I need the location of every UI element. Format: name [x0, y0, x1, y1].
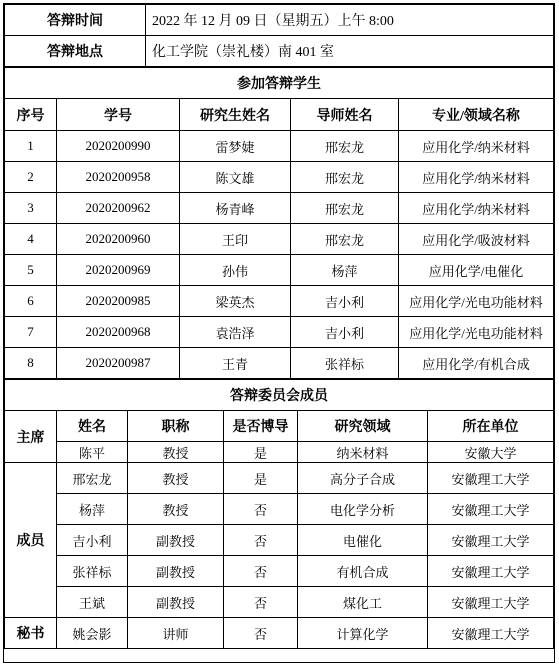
student-seq: 1 [5, 131, 57, 162]
member-title: 副教授 [128, 587, 224, 618]
column-header: 序号 [5, 99, 57, 131]
member-phd-advisor: 否 [224, 587, 298, 618]
secretary-phd-advisor: 否 [224, 618, 298, 649]
column-header: 导师姓名 [291, 99, 399, 131]
committee-table [4, 379, 554, 649]
advisor-name: 邢宏龙 [291, 224, 399, 255]
member-unit: 安徽理工大学 [428, 525, 554, 556]
defense-time-value: 2022 年 12 月 09 日（星期五）上午 8:00 [146, 5, 554, 36]
column-header: 姓名 [57, 411, 128, 442]
table-row [5, 224, 554, 255]
member-name: 杨萍 [57, 494, 128, 525]
member-field: 电催化 [298, 525, 428, 556]
member-phd-advisor: 否 [224, 525, 298, 556]
major-field: 应用化学/纳米材料 [399, 131, 554, 162]
secretary-title: 讲师 [128, 618, 224, 649]
member-title: 副教授 [128, 556, 224, 587]
advisor-name: 杨萍 [291, 255, 399, 286]
chair-field: 纳米材料 [298, 442, 428, 463]
secretary-name: 姚会影 [57, 618, 128, 649]
defense-place-row [5, 36, 554, 67]
student-seq: 8 [5, 348, 57, 379]
student-name: 梁英杰 [180, 286, 291, 317]
students-header-row [5, 99, 554, 131]
students-table [4, 67, 554, 379]
student-name: 王印 [180, 224, 291, 255]
chair-unit: 安徽大学 [428, 442, 554, 463]
member-name: 邢宏龙 [57, 463, 128, 494]
secretary-row [5, 618, 554, 649]
member-field: 有机合成 [298, 556, 428, 587]
column-header: 学号 [57, 99, 180, 131]
members-label: 成员 [5, 463, 57, 618]
student-seq: 3 [5, 193, 57, 224]
table-row [5, 286, 554, 317]
students-rows [5, 131, 554, 379]
student-id: 2020200985 [57, 286, 180, 317]
student-id: 2020200968 [57, 317, 180, 348]
committee-section-title-row [5, 380, 554, 411]
major-field: 应用化学/光电功能材料 [399, 317, 554, 348]
member-unit: 安徽理工大学 [428, 494, 554, 525]
student-seq: 2 [5, 162, 57, 193]
major-field: 应用化学/有机合成 [399, 348, 554, 379]
chair-row [5, 442, 554, 463]
member-rows [5, 463, 554, 618]
major-field: 应用化学/纳米材料 [399, 162, 554, 193]
member-field: 煤化工 [298, 587, 428, 618]
student-id: 2020200962 [57, 193, 180, 224]
table-row [5, 556, 554, 587]
member-name: 张祥标 [57, 556, 128, 587]
advisor-name: 邢宏龙 [291, 193, 399, 224]
table-row [5, 162, 554, 193]
table-row [5, 525, 554, 556]
students-section-title: 参加答辩学生 [5, 68, 554, 99]
student-id: 2020200990 [57, 131, 180, 162]
student-name: 王青 [180, 348, 291, 379]
student-id: 2020200960 [57, 224, 180, 255]
student-name: 杨青峰 [180, 193, 291, 224]
student-name: 陈文雄 [180, 162, 291, 193]
student-seq: 5 [5, 255, 57, 286]
member-field: 高分子合成 [298, 463, 428, 494]
defense-place-value: 化工学院（崇礼楼）南 401 室 [146, 36, 554, 67]
chair-title: 教授 [128, 442, 224, 463]
advisor-name: 吉小利 [291, 317, 399, 348]
member-title: 教授 [128, 494, 224, 525]
major-field: 应用化学/纳米材料 [399, 193, 554, 224]
major-field: 应用化学/光电功能材料 [399, 286, 554, 317]
advisor-name: 吉小利 [291, 286, 399, 317]
defense-time-label: 答辩时间 [5, 5, 146, 36]
table-row [5, 587, 554, 618]
secretary-unit: 安徽理工大学 [428, 618, 554, 649]
table-row [5, 193, 554, 224]
defense-place-label: 答辩地点 [5, 36, 146, 67]
table-row [5, 255, 554, 286]
table-row [5, 131, 554, 162]
member-unit: 安徽理工大学 [428, 587, 554, 618]
chair-label: 主席 [5, 411, 57, 463]
students-section-title-row [5, 68, 554, 99]
chair-name: 陈平 [57, 442, 128, 463]
advisor-name: 邢宏龙 [291, 162, 399, 193]
member-unit: 安徽理工大学 [428, 556, 554, 587]
student-seq: 6 [5, 286, 57, 317]
committee-header-row [5, 411, 554, 442]
member-title: 副教授 [128, 525, 224, 556]
column-header: 研究领域 [298, 411, 428, 442]
member-phd-advisor: 否 [224, 556, 298, 587]
table-row [5, 317, 554, 348]
member-field: 电化学分析 [298, 494, 428, 525]
student-name: 袁浩泽 [180, 317, 291, 348]
table-row [5, 348, 554, 379]
member-title: 教授 [128, 463, 224, 494]
column-header: 是否博导 [224, 411, 298, 442]
defense-schedule-document [3, 3, 555, 663]
student-name: 孙伟 [180, 255, 291, 286]
student-id: 2020200987 [57, 348, 180, 379]
member-name: 王斌 [57, 587, 128, 618]
student-id: 2020200969 [57, 255, 180, 286]
advisor-name: 张祥标 [291, 348, 399, 379]
column-header: 职称 [128, 411, 224, 442]
defense-info-table [4, 4, 554, 67]
table-row [5, 463, 554, 494]
member-name: 吉小利 [57, 525, 128, 556]
member-unit: 安徽理工大学 [428, 463, 554, 494]
major-field: 应用化学/吸波材料 [399, 224, 554, 255]
major-field: 应用化学/电催化 [399, 255, 554, 286]
advisor-name: 邢宏龙 [291, 131, 399, 162]
member-phd-advisor: 否 [224, 494, 298, 525]
chair-phd-advisor: 是 [224, 442, 298, 463]
table-row [5, 494, 554, 525]
secretary-field: 计算化学 [298, 618, 428, 649]
column-header: 所在单位 [428, 411, 554, 442]
column-header: 专业/领域名称 [399, 99, 554, 131]
student-id: 2020200958 [57, 162, 180, 193]
student-seq: 4 [5, 224, 57, 255]
student-name: 雷梦婕 [180, 131, 291, 162]
student-seq: 7 [5, 317, 57, 348]
defense-time-row [5, 5, 554, 36]
column-header: 研究生姓名 [180, 99, 291, 131]
committee-section-title: 答辩委员会成员 [5, 380, 554, 411]
secretary-label: 秘书 [5, 618, 57, 649]
member-phd-advisor: 是 [224, 463, 298, 494]
